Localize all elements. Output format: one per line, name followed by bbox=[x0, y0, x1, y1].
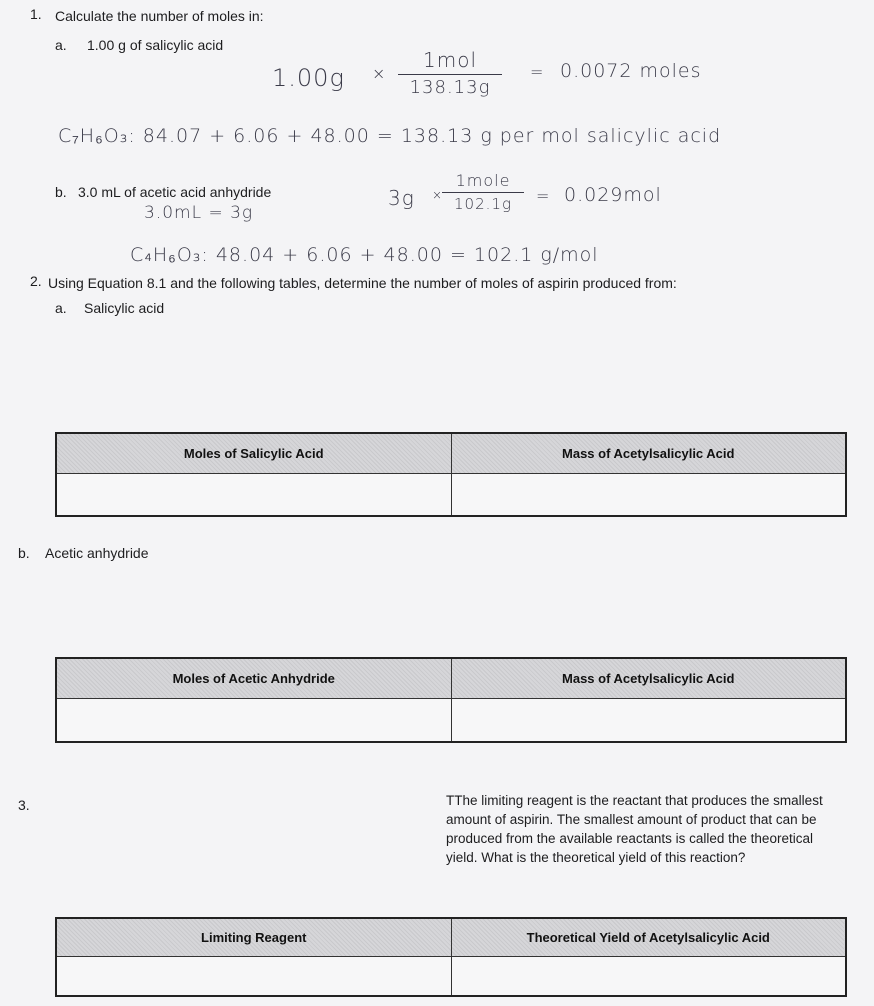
q1a-hw-equals: = bbox=[530, 62, 545, 81]
q2-number: 2. bbox=[30, 273, 42, 289]
q1b-label: 3.0 mL of acetic acid anhydride bbox=[78, 184, 272, 200]
q1-number: 1. bbox=[30, 6, 42, 22]
q2b-header-mass: Mass of Acetylsalicylic Acid bbox=[451, 658, 846, 698]
q1-prompt: Calculate the number of moles in: bbox=[55, 8, 264, 24]
q1b-hw-mass: 3g bbox=[388, 186, 415, 210]
q1b-hw-result: 0.029mol bbox=[564, 184, 662, 206]
q2-prompt: Using Equation 8.1 and the following tables, determine the number of moles of aspirin produced from: bbox=[48, 275, 677, 291]
q1b-letter: b. bbox=[55, 184, 67, 200]
q1a-hw-formula: C₇H₆O₃: 84.07 + 6.06 + 48.00 = 138.13 g per mol salicylic acid bbox=[58, 125, 722, 147]
q2a-label: Salicylic acid bbox=[84, 300, 165, 316]
q1b-hw-equals: = bbox=[536, 186, 551, 205]
q3-header-limiting-reagent: Limiting Reagent bbox=[56, 918, 451, 956]
q2a-cell-moles[interactable] bbox=[56, 473, 451, 516]
q2a-header-moles: Moles of Salicylic Acid bbox=[56, 433, 451, 473]
q2a-letter: a. bbox=[55, 300, 67, 316]
q1b-hw-conversion: 3.0mL = 3g bbox=[144, 203, 254, 223]
q2b-cell-moles[interactable] bbox=[56, 698, 451, 742]
fraction-bar bbox=[442, 192, 524, 193]
q2a-header-mass: Mass of Acetylsalicylic Acid bbox=[451, 433, 846, 473]
q3-header-theoretical-yield: Theoretical Yield of Acetylsalicylic Acid bbox=[451, 918, 846, 956]
q1a-hw-times: × bbox=[372, 64, 387, 83]
q1b-hw-numerator: 1mole bbox=[455, 171, 511, 190]
q1a-hw-denominator: 138.13g bbox=[409, 77, 491, 98]
q2b-cell-mass[interactable] bbox=[451, 698, 846, 742]
q3-cell-theoretical-yield[interactable] bbox=[451, 956, 846, 996]
q1a-hw-result: 0.0072 moles bbox=[560, 60, 702, 82]
q2a-cell-mass[interactable] bbox=[451, 473, 846, 516]
q2a-table bbox=[55, 432, 847, 517]
q1b-hw-fraction bbox=[442, 171, 524, 213]
q1a-label: 1.00 g of salicylic acid bbox=[87, 37, 224, 53]
q3-table bbox=[55, 917, 847, 997]
q1a-hw-fraction bbox=[398, 48, 502, 98]
q1b-hw-formula: C₄H₆O₃: 48.04 + 6.06 + 48.00 = 102.1 g/mol bbox=[130, 244, 599, 266]
q2b-table bbox=[55, 657, 847, 743]
q3-cell-limiting-reagent[interactable] bbox=[56, 956, 451, 996]
q2b-header-moles: Moles of Acetic Anhydride bbox=[56, 658, 451, 698]
q1a-hw-mass: 1.00g bbox=[272, 64, 345, 92]
q1a-hw-numerator: 1mol bbox=[423, 48, 477, 72]
q2b-label: Acetic anhydride bbox=[45, 545, 149, 561]
q1b-hw-denominator: 102.1g bbox=[454, 195, 512, 213]
q3-number: 3. bbox=[18, 797, 30, 813]
q1b-hw-times: × bbox=[432, 188, 444, 202]
fraction-bar bbox=[398, 74, 502, 75]
q1a-letter: a. bbox=[55, 37, 67, 53]
q3-text: TThe limiting reagent is the reactant that produces the smallest amount of aspirin. The smallest amount of product that can be produced from the available reactants is called the theoretical yield. What is the theoretical yield of this reaction? bbox=[446, 793, 823, 865]
q2b-letter: b. bbox=[18, 545, 30, 561]
